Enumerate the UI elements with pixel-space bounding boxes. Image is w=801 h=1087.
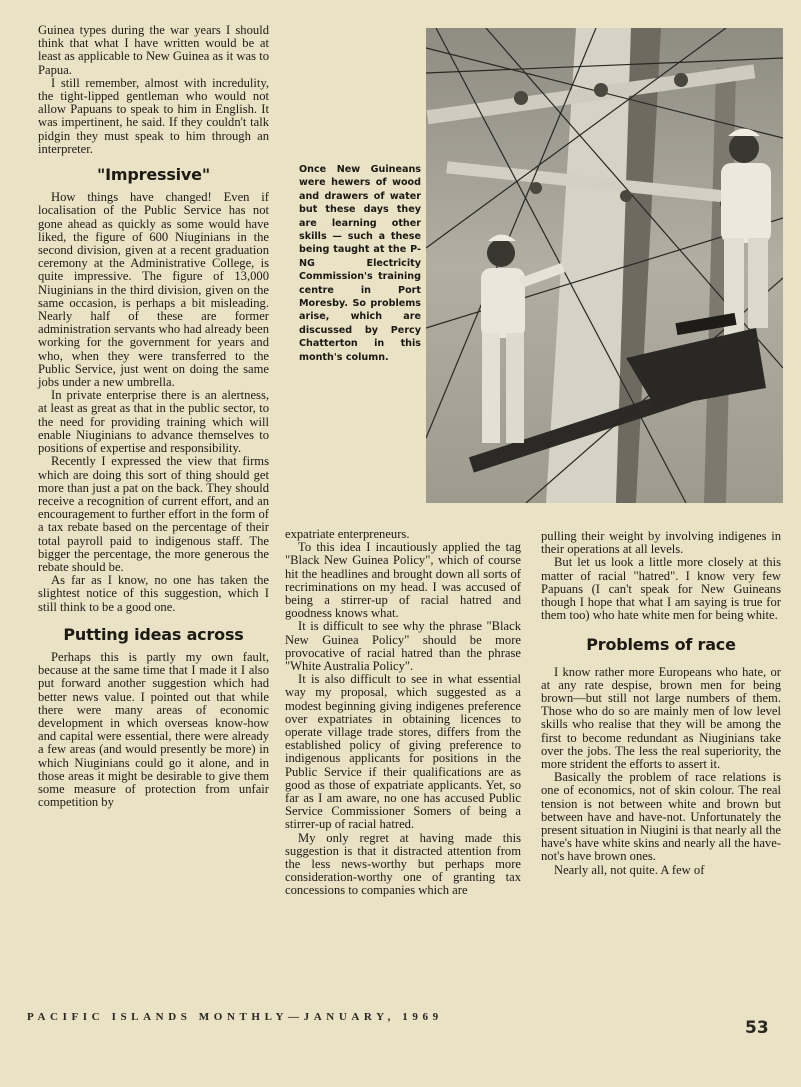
paragraph: expatriate enterpreneurs.: [285, 527, 410, 541]
paragraph: Guinea types during the war years I should think that what I have written would be at least as applicable to New Guinea as it was to Papua.: [38, 23, 269, 77]
photo-caption: Once New Guineans were hewers of wood and drawers of water but these days they are learning other skills — such a these being taught at the P-NG Electricity Commission's training centre in Port Moresby. So problems arise, which are discussed by Percy Chatterton in this month's column.: [299, 164, 421, 363]
paragraph: I still remember, almost with incredulity, the tight-lipped gentleman who would not allow Papuans to speak to him in English. It was impertinent, he said. If they couldn't talk pidgin they must speak to him through an interpreter.: [38, 75, 269, 156]
section-heading-impressive: "Impressive": [97, 165, 210, 185]
paragraph: It is difficult to see why the phrase "Black New Guinea Policy" should be more provocative of racial hatred than the phrase "White Australia Policy".: [285, 619, 521, 674]
linemen-photo: [426, 28, 783, 503]
paragraph: pulling their weight by involving indigenes in their operations at all levels.: [541, 529, 781, 557]
running-footer: PACIFIC ISLANDS MONTHLY—JANUARY, 1969: [27, 1011, 443, 1023]
paragraph: Nearly all, not quite. A few of: [554, 862, 705, 877]
paragraph: In private enterprise there is an alertness, at least as great as that in the public sector, to the need for providing training which will enable Niuginians to advance themselves to positions of expertise and responsibility.: [38, 388, 269, 456]
paragraph: Perhaps this is partly my own fault, because at the same time that I made it I also put forward another suggestion which had better news value. I pointed out that while there were many areas of economic development in which overseas know-how and capital were essential, there were already a few areas (and would presently be more) in which Niuginians could go it alone, and in those areas it might be desirable to give them some measure of protection from unfair competition by: [38, 649, 269, 810]
article-column-2: [285, 528, 521, 898]
paragraph: But let us look a little more closely at this matter of racial "hatred". I know very few Papuans (I can't speak for New Guineans though I hope that what I am saying is true for them too) who hate white men for being white.: [541, 555, 781, 623]
paragraph: How things have changed! Even if localisation of the Public Service has not gone ahead as quickly as some would have liked, the figure of 600 Niuginians in the second division, given at a recent graduation ceremony at the Administrative College, is quite impressive. The figure of 13,000 Niuginians in the third division, given on the same occasion, is perhaps a bit misleading. Nearly half of these are former administration servants who had already been working for the government for years and who, when they were transferred to the Public Service, just went on doing the same jobs under a new umbrella.: [38, 190, 269, 390]
paragraph: I know rather more Europeans who hate, or at any rate despise, brown men for being brown—but still not large numbers of them. Those who do so are mainly men of low level skills who realise that they will be among the first to become redundant as Niuginians take over the jobs. The less the real superiority, the more strident the efforts to assert it.: [541, 664, 781, 772]
paragraph: As far as I know, no one has taken the slightest notice of this suggestion, which I still think to be a good one.: [38, 573, 269, 614]
article-column-3: [541, 530, 781, 877]
section-heading-problems-of-race: Problems of race: [586, 635, 736, 655]
paragraph: Basically the problem of race relations is one of economics, not of skin colour. The real tension is not between white and brown but between have and have-not. Unfortunately the present situation in Niugini is that nearly all the have's have white skins and nearly all the have-not's have brown ones.: [541, 770, 781, 864]
paragraph: Recently I expressed the view that firms which are doing this sort of thing should get more than just a pat on the back. They should receive a recognition of current effort, and an encouragement to further effort in the form of a tax rebate based on the percentage of their total payroll paid to indigenous staff. The bigger the percentage, the more generous the rebate should be.: [38, 454, 269, 574]
paragraph: It is also difficult to see in what essential way my proposal, which suggested as a modest beginning giving indigenes preference over expatriates in obtaining licences to operate village trade stores, differs from the established policy of giving preference to indigenous applicants for positions in the Public Service if their qualifications are as good as those of expatriate applicants. Yet, so far as I am aware, no one has accused Public Service Commissioner Somers of being a stirrer-up of racial hatred.: [285, 672, 521, 832]
section-heading-putting-ideas-across: Putting ideas across: [63, 624, 244, 644]
paragraph: My only regret at having made this suggestion is that it distracted attention from the less news-worthy but perhaps more consideration-worthy one of granting tax concessions to companies which are: [285, 830, 521, 898]
paragraph: To this idea I incautiously applied the tag "Black New Guinea Policy", which of course hit the headlines and brought down all sorts of recriminations on my head. I was accused of being a stirrer-up of racial hatred and goodness knows what.: [285, 540, 521, 621]
article-column-1: [38, 24, 269, 809]
page-number: 53: [745, 1018, 769, 1038]
